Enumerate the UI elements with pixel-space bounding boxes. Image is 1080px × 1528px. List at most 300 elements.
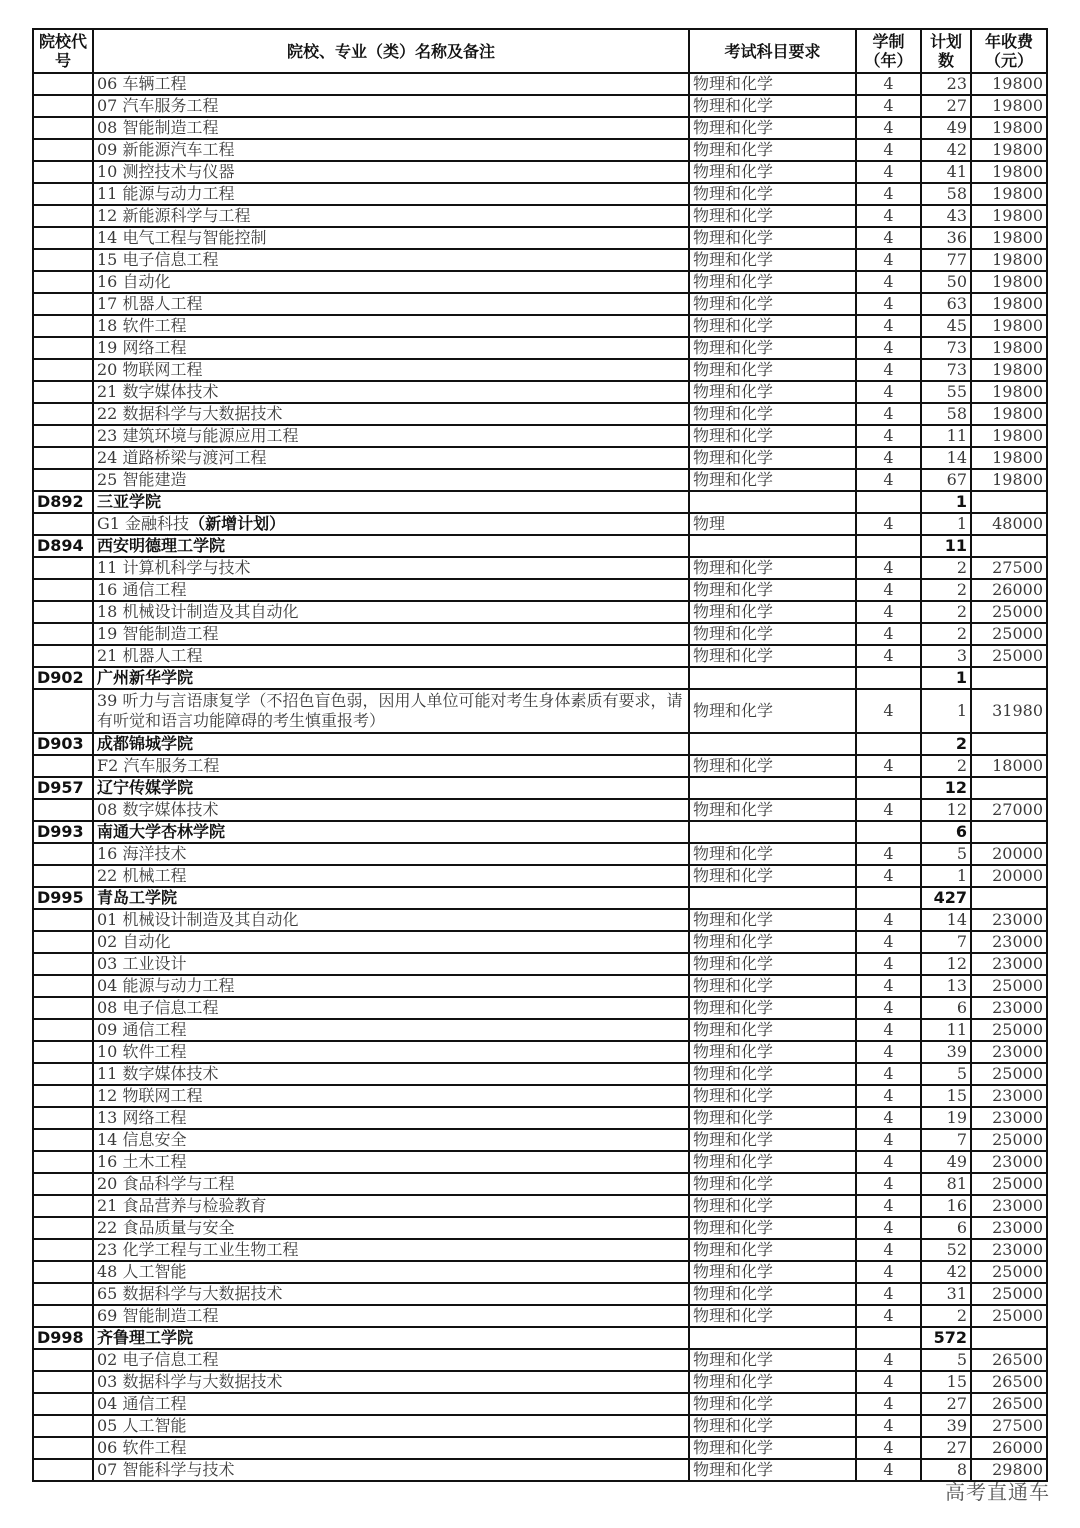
major-row [33,1459,1047,1481]
fee-text: 27500 [992,1416,1043,1435]
cell-fee [971,425,1047,447]
cell-name [93,1239,689,1261]
name-text: 23 建筑环境与能源应用工程 [97,426,299,445]
plan-text: 23 [946,74,967,93]
cell-code [33,557,93,579]
plan-text: 27 [946,1438,967,1457]
plan-text: 572 [933,1328,967,1347]
cell-plan [921,535,971,557]
cell-years [856,447,921,469]
years-text: 4 [883,1394,894,1413]
cell-plan [921,513,971,535]
cell-fee [971,249,1047,271]
years-text: 4 [883,74,894,93]
cell-fee [971,1195,1047,1217]
cell-code [33,1327,93,1349]
name-text: 05 人工智能 [97,1416,187,1435]
name-text: 17 机器人工程 [97,294,203,313]
years-text: 4 [883,184,894,203]
cell-name [93,557,689,579]
cell-subject [689,931,856,953]
cell-plan [921,1173,971,1195]
header-years: 学制（年） [856,29,921,73]
cell-fee [971,1107,1047,1129]
cell-plan [921,403,971,425]
subject-text: 物理和化学 [693,470,774,489]
cell-plan [921,381,971,403]
cell-years [856,821,921,843]
cell-code [33,447,93,469]
cell-code [33,1107,93,1129]
cell-fee [971,1239,1047,1261]
cell-code [33,1261,93,1283]
cell-years [856,733,921,755]
years-text: 4 [883,96,894,115]
cell-name [93,909,689,931]
cell-subject [689,205,856,227]
cell-fee [971,733,1047,755]
years-text: 4 [883,382,894,401]
cell-plan [921,117,971,139]
name-text: 65 数据科学与大数据技术 [97,1284,283,1303]
cell-name [93,821,689,843]
cell-plan [921,755,971,777]
name-text: 01 机械设计制造及其自动化 [97,910,299,929]
cell-subject [689,1041,856,1063]
major-row [33,139,1047,161]
plan-text: 52 [946,1240,967,1259]
cell-fee [971,337,1047,359]
cell-plan [921,95,971,117]
major-row [33,1173,1047,1195]
cell-plan [921,1305,971,1327]
cell-fee [971,1415,1047,1437]
cell-fee [971,1327,1047,1349]
major-row [33,425,1047,447]
name-text: 07 智能科学与技术 [97,1460,235,1479]
subject-text: 物理和化学 [693,250,774,269]
cell-name [93,1063,689,1085]
cell-years [856,1239,921,1261]
name-text: 12 物联网工程 [97,1086,203,1105]
major-row [33,1283,1047,1305]
years-text: 4 [883,1306,894,1325]
major-row [33,1129,1047,1151]
name-text: 02 自动化 [97,932,171,951]
cell-years [856,1085,921,1107]
header-name: 院校、专业（类）名称及备注 [93,29,689,73]
code-text: D902 [37,668,84,687]
cell-years [856,1437,921,1459]
cell-code [33,293,93,315]
years-text: 4 [883,162,894,181]
cell-plan [921,909,971,931]
major-row [33,557,1047,579]
cell-plan [921,447,971,469]
subject-text: 物理和化学 [693,228,774,247]
major-row [33,293,1047,315]
years-text: 4 [883,998,894,1017]
cell-years [856,1283,921,1305]
code-text: D894 [37,536,84,555]
cell-years [856,425,921,447]
major-row [33,1041,1047,1063]
fee-text: 19800 [992,206,1043,225]
cell-plan [921,843,971,865]
cell-fee [971,1129,1047,1151]
cell-subject [689,1261,856,1283]
plan-text: 3 [956,646,967,665]
cell-years [856,183,921,205]
cell-code [33,315,93,337]
major-row [33,1393,1047,1415]
cell-fee [971,403,1047,425]
cell-subject [689,799,856,821]
name-text: 39 听力与言语康复学（不招色盲色弱，因用人单位可能对考生身体素质有要求，请有听觉和语言功能障碍的考生慎重报考） [97,691,683,730]
years-text: 4 [883,514,894,533]
cell-years [856,403,921,425]
major-row [33,403,1047,425]
plan-text: 36 [946,228,967,247]
cell-plan [921,601,971,623]
cell-plan [921,1327,971,1349]
plan-text: 427 [933,888,967,907]
cell-years [856,535,921,557]
cell-fee [971,1305,1047,1327]
cell-fee [971,293,1047,315]
fee-text: 26000 [992,1438,1043,1457]
cell-subject [689,513,856,535]
cell-name [93,1085,689,1107]
fee-text: 26000 [992,580,1043,599]
code-text: D998 [37,1328,84,1347]
subject-text: 物理和化学 [693,1284,774,1303]
table-header [33,29,1047,73]
name-text: 20 物联网工程 [97,360,203,379]
years-text: 4 [883,580,894,599]
major-row [33,755,1047,777]
cell-plan [921,1041,971,1063]
fee-text: 26500 [992,1372,1043,1391]
cell-years [856,337,921,359]
plan-text: 49 [946,118,967,137]
fee-text: 23000 [992,1042,1043,1061]
cell-name [93,513,689,535]
cell-code [33,667,93,689]
cell-years [856,315,921,337]
name-text: 14 信息安全 [97,1130,187,1149]
cell-code [33,183,93,205]
cell-plan [921,579,971,601]
cell-code [33,865,93,887]
major-row [33,1371,1047,1393]
cell-years [856,1349,921,1371]
name-text: 03 数据科学与大数据技术 [97,1372,283,1391]
fee-text: 25000 [992,976,1043,995]
fee-text: 25000 [992,1262,1043,1281]
major-row [33,909,1047,931]
subject-text: 物理和化学 [693,162,774,181]
years-text: 4 [883,1196,894,1215]
plan-text: 2 [955,734,967,753]
cell-plan [921,315,971,337]
cell-plan [921,249,971,271]
cell-name [93,799,689,821]
cell-subject [689,1195,856,1217]
plan-text: 1 [956,514,967,533]
cell-name [93,337,689,359]
name-text: 11 数字媒体技术 [97,1064,219,1083]
cell-years [856,909,921,931]
cell-code [33,1129,93,1151]
years-text: 4 [883,1020,894,1039]
fee-text: 25000 [992,646,1043,665]
cell-fee [971,931,1047,953]
cell-name [93,381,689,403]
cell-subject [689,293,856,315]
years-text: 4 [883,602,894,621]
major-row [33,1239,1047,1261]
cell-plan [921,887,971,909]
cell-years [856,227,921,249]
fee-text: 19800 [992,448,1043,467]
cell-years [856,645,921,667]
fee-text: 20000 [992,866,1043,885]
plan-text: 2 [956,558,967,577]
name-text: 09 新能源汽车工程 [97,140,235,159]
fee-text: 19800 [992,96,1043,115]
name-text: 成都锦城学院 [97,734,194,753]
plan-text: 7 [956,1130,967,1149]
plan-text: 58 [946,184,967,203]
plan-text: 8 [956,1460,967,1479]
cell-name [93,293,689,315]
subject-text: 物理和化学 [693,1350,774,1369]
cell-subject [689,315,856,337]
name-text: G1 金融科技 [97,514,190,533]
watermark: 高考直通车 [945,1480,1050,1504]
cell-plan [921,337,971,359]
cell-subject [689,1305,856,1327]
plan-text: 11 [946,426,967,445]
fee-text: 25000 [992,1284,1043,1303]
cell-plan [921,799,971,821]
years-text: 4 [883,1218,894,1237]
plan-text: 1 [956,701,967,720]
fee-text: 23000 [992,1152,1043,1171]
cell-years [856,469,921,491]
name-text: 03 工业设计 [97,954,187,973]
cell-code [33,1195,93,1217]
cell-fee [971,975,1047,997]
major-row [33,271,1047,293]
cell-years [856,755,921,777]
cell-subject [689,1459,856,1481]
name-text: 11 计算机科学与技术 [97,558,251,577]
cell-plan [921,953,971,975]
cell-fee [971,843,1047,865]
subject-text: 物理和化学 [693,1240,774,1259]
cell-plan [921,271,971,293]
name-text: 18 软件工程 [97,316,187,335]
cell-years [856,359,921,381]
cell-name [93,733,689,755]
cell-years [856,887,921,909]
subject-text: 物理和化学 [693,866,774,885]
major-row [33,1437,1047,1459]
cell-subject [689,249,856,271]
cell-subject [689,1437,856,1459]
major-row [33,1085,1047,1107]
plan-text: 2 [956,602,967,621]
subject-text: 物理和化学 [693,1042,774,1061]
fee-text: 23000 [992,998,1043,1017]
cell-code [33,1459,93,1481]
name-text: 16 通信工程 [97,580,187,599]
cell-fee [971,381,1047,403]
cell-fee [971,1349,1047,1371]
cell-subject [689,381,856,403]
cell-subject [689,469,856,491]
cell-subject [689,1151,856,1173]
code-text: D903 [37,734,84,753]
cell-name [93,1173,689,1195]
subject-text: 物理和化学 [693,800,774,819]
plan-text: 6 [956,998,967,1017]
cell-plan [921,1261,971,1283]
years-text: 4 [883,701,894,720]
major-row [33,645,1047,667]
cell-years [856,579,921,601]
cell-plan [921,1393,971,1415]
cell-years [856,1459,921,1481]
cell-fee [971,161,1047,183]
cell-years [856,95,921,117]
fee-text: 19800 [992,360,1043,379]
cell-subject [689,887,856,909]
cell-code [33,337,93,359]
cell-years [856,161,921,183]
cell-subject [689,843,856,865]
cell-code [33,227,93,249]
major-row [33,1349,1047,1371]
subject-text: 物理和化学 [693,1394,774,1413]
cell-plan [921,931,971,953]
subject-text: 物理和化学 [693,932,774,951]
plan-text: 12 [946,800,967,819]
plan-text: 5 [956,1064,967,1083]
cell-name [93,161,689,183]
cell-years [856,1415,921,1437]
years-text: 4 [883,1372,894,1391]
cell-name [93,227,689,249]
cell-name [93,1437,689,1459]
cell-code [33,1393,93,1415]
cell-name [93,1019,689,1041]
cell-fee [971,1217,1047,1239]
cell-name [93,689,689,733]
cell-code [33,1063,93,1085]
cell-name [93,1151,689,1173]
years-text: 4 [883,250,894,269]
header-code: 院校代号 [33,29,93,73]
cell-name [93,1041,689,1063]
cell-plan [921,469,971,491]
cell-code [33,205,93,227]
cell-fee [971,117,1047,139]
cell-code [33,271,93,293]
years-text: 4 [883,624,894,643]
cell-years [856,293,921,315]
cell-subject [689,1349,856,1371]
cell-fee [971,1019,1047,1041]
cell-name [93,843,689,865]
cell-fee [971,139,1047,161]
name-text: 14 电气工程与智能控制 [97,228,267,247]
fee-text: 25000 [992,1020,1043,1039]
cell-subject [689,227,856,249]
cell-plan [921,865,971,887]
cell-code [33,161,93,183]
years-text: 4 [883,1042,894,1061]
subject-text: 物理和化学 [693,844,774,863]
years-text: 4 [883,1416,894,1435]
cell-years [856,689,921,733]
cell-fee [971,601,1047,623]
years-text: 4 [883,228,894,247]
cell-name [93,1107,689,1129]
cell-code [33,1349,93,1371]
cell-code [33,1019,93,1041]
cell-years [856,491,921,513]
name-text: 19 智能制造工程 [97,624,219,643]
cell-plan [921,1085,971,1107]
subject-text: 物理和化学 [693,184,774,203]
cell-plan [921,733,971,755]
plan-text: 14 [946,910,967,929]
fee-text: 23000 [992,1240,1043,1259]
name-text: 08 数字媒体技术 [97,800,219,819]
cell-name [93,1305,689,1327]
subject-text: 物理和化学 [693,602,774,621]
cell-subject [689,271,856,293]
plan-text: 39 [946,1416,967,1435]
cell-code [33,931,93,953]
cell-years [856,381,921,403]
school-row [33,821,1047,843]
major-row [33,359,1047,381]
cell-years [856,249,921,271]
cell-code [33,755,93,777]
cell-fee [971,865,1047,887]
cell-years [856,623,921,645]
cell-years [856,1041,921,1063]
fee-text: 19800 [992,338,1043,357]
cell-fee [971,1085,1047,1107]
cell-plan [921,139,971,161]
cell-subject [689,1063,856,1085]
name-text: 13 网络工程 [97,1108,187,1127]
name-text: 10 测控技术与仪器 [97,162,235,181]
cell-plan [921,1239,971,1261]
cell-code [33,579,93,601]
cell-name [93,1129,689,1151]
cell-years [856,1063,921,1085]
cell-plan [921,645,971,667]
cell-name [93,1327,689,1349]
subject-text: 物理和化学 [693,1438,774,1457]
fee-text: 27500 [992,558,1043,577]
